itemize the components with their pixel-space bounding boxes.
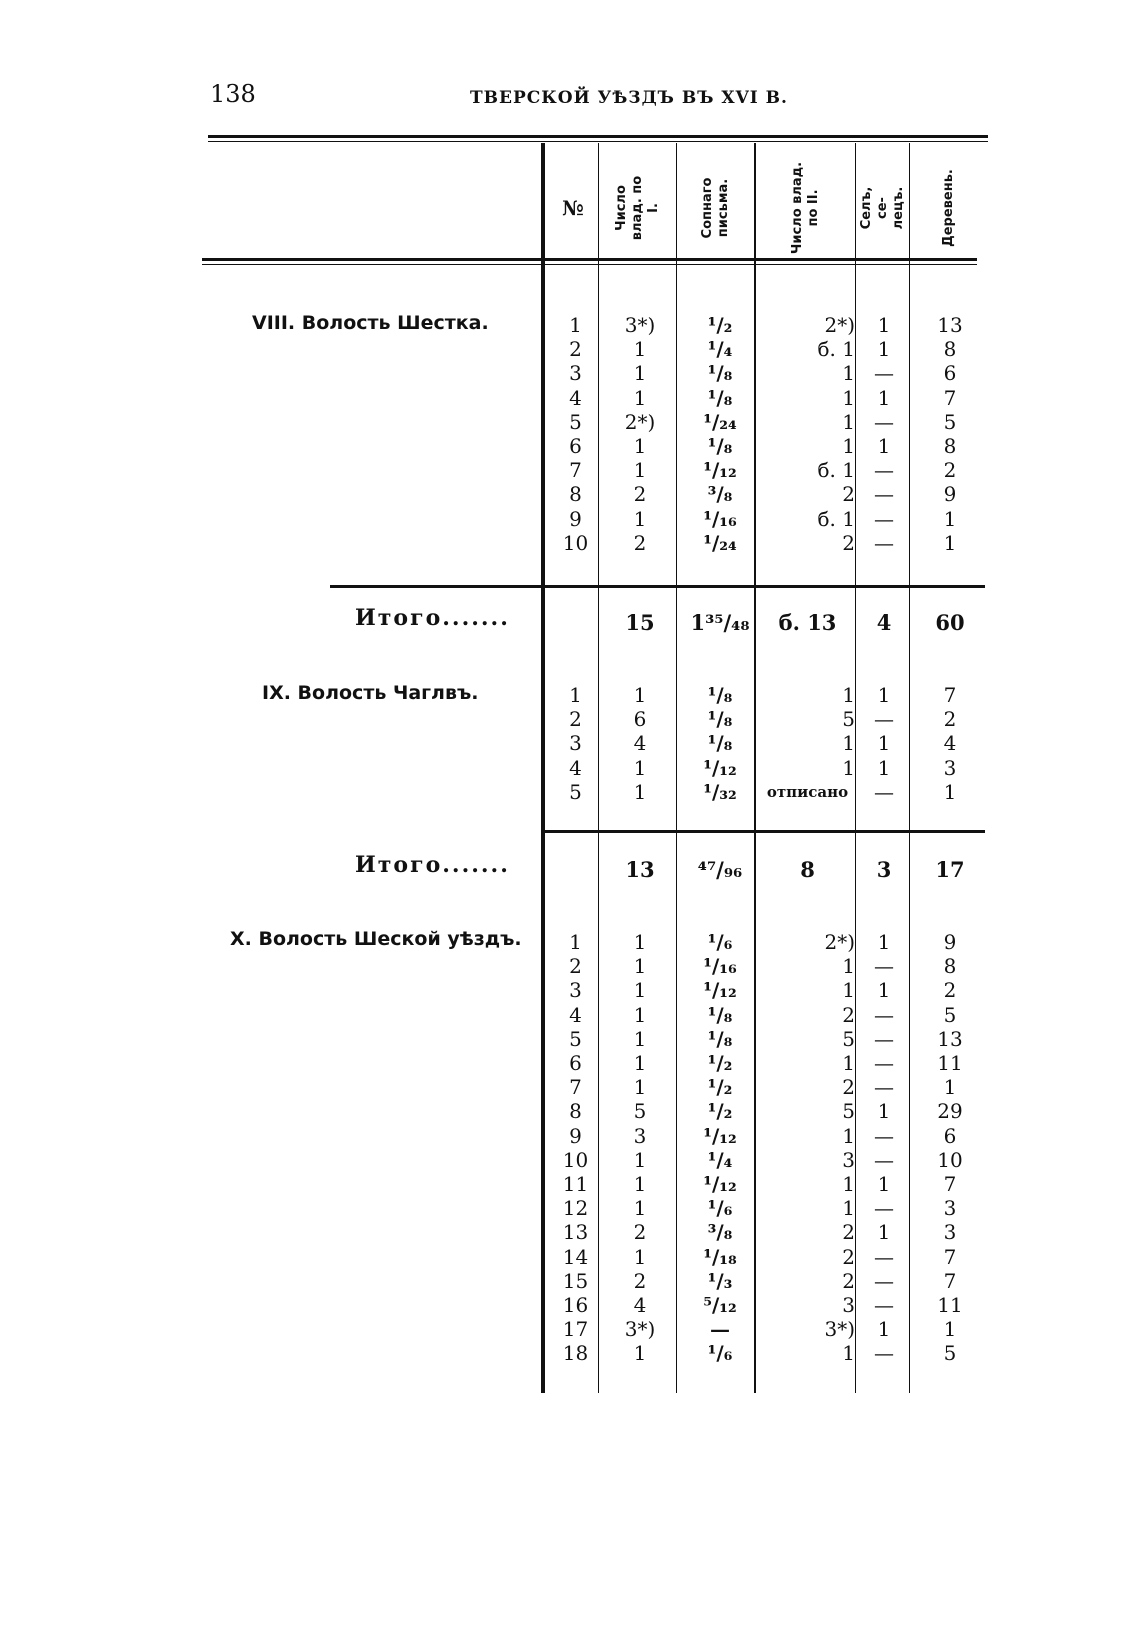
vlad2-value: 2 (842, 530, 855, 555)
sela-value: — (874, 409, 894, 434)
sopnoe-value: ⁵/₁₂ (703, 1293, 737, 1317)
sopnoe-value: ¹/₂₄ (703, 409, 737, 434)
vlad1-value: 1 (633, 683, 647, 707)
row-number: 16 (562, 1293, 589, 1317)
vlad1-value: 2 (633, 1220, 647, 1245)
row-number: 3 (569, 978, 582, 1003)
table-row (0, 1196, 1140, 1220)
sopnoe-value: ¹/₄ (707, 1147, 733, 1172)
col-header-derevni (911, 150, 986, 265)
page-number: 138 (210, 80, 256, 108)
vlad1-value: 1 (633, 779, 647, 804)
vlad2-value: отписано (766, 782, 849, 801)
vlad2-value: б. 1 (817, 506, 855, 531)
vlad2-value: 5 (842, 1099, 855, 1124)
derevni-value: 7 (943, 683, 957, 707)
derevni-value: 8 (943, 434, 957, 458)
derevni-value: 4 (943, 731, 957, 756)
sopnoe-value: ¹/₁₂ (703, 1123, 737, 1148)
sela-value: — (874, 707, 894, 732)
total-row-viii (0, 608, 1140, 638)
sela-value: 1 (877, 1172, 891, 1196)
col-header-num (548, 150, 598, 265)
derevni-value: 5 (943, 409, 957, 434)
row-number: 14 (562, 1244, 589, 1269)
sela-value: — (874, 1196, 894, 1221)
col-header-sela (857, 150, 909, 265)
sopnoe-value: ³/₈ (707, 482, 733, 507)
row-number: 12 (562, 1196, 589, 1221)
row-number: 9 (569, 506, 582, 531)
table-row (0, 978, 1140, 1002)
row-number: 1 (569, 313, 582, 337)
sopnoe-value: ¹/₂ (707, 1075, 733, 1100)
sela-value: 1 (877, 313, 891, 337)
sela-value: 1 (877, 683, 891, 707)
vlad1-value: 2 (633, 1268, 647, 1293)
col-header-sela-label: Селъ, се- лецъ. (859, 186, 906, 229)
derevni-value: 7 (943, 1244, 957, 1269)
vlad2-value: 2 (842, 1244, 855, 1269)
sopnoe-value: ¹/₃ (707, 1268, 733, 1293)
vlad1-value: 1 (633, 1341, 647, 1366)
row-number: 8 (569, 1099, 582, 1124)
col-header-vlad2-label: Число влад. по II. (790, 161, 821, 254)
sela-value: 1 (877, 1317, 891, 1342)
derevni-value: 29 (937, 1099, 963, 1124)
vlad1-value: 1 (633, 361, 647, 386)
table-row (0, 337, 1140, 361)
row-number: 13 (562, 1220, 589, 1245)
vlad1-value: 1 (633, 954, 647, 979)
derevni-value: 10 (937, 1147, 963, 1172)
row-number: 7 (569, 458, 582, 483)
vlad1-value: 1 (633, 337, 647, 362)
vlad1-value: 4 (633, 731, 647, 756)
vlad1-value: 1 (633, 1147, 647, 1172)
vlad2-value: 2*) (824, 930, 855, 954)
vlad1-value: 3*) (624, 1317, 656, 1342)
derevni-value: 3 (943, 1220, 957, 1245)
sopnoe-value: ¹/₈ (707, 385, 733, 410)
sopnoe-value: ¹/₂ (707, 313, 733, 337)
sela-value: 1 (877, 1220, 891, 1245)
vlad2-value: 1 (842, 385, 855, 410)
sela-value: — (874, 1075, 894, 1100)
table-row (0, 683, 1140, 707)
table-row (0, 707, 1140, 731)
vlad1-value: 1 (633, 930, 647, 954)
derevni-value: 11 (937, 1051, 963, 1075)
row-number: 6 (569, 434, 582, 458)
sopnoe-value: ¹/₈ (707, 731, 733, 756)
table-row (0, 1341, 1140, 1365)
sopnoe-value: ¹/₁₂ (703, 978, 737, 1003)
derevni-value: 2 (943, 978, 957, 1003)
derevni-value: 1 (943, 1075, 957, 1100)
vlad1-value: 1 (633, 1244, 647, 1269)
row-number: 2 (569, 707, 582, 732)
sela-value: — (874, 1051, 894, 1075)
vlad1-value: 1 (633, 1051, 647, 1075)
vlad2-value: 1 (842, 978, 855, 1003)
vlad1-value: 2*) (624, 409, 656, 434)
derevni-value: 6 (943, 361, 957, 386)
vlad2-value: 1 (842, 361, 855, 386)
vlad2-value: 3*) (824, 1317, 855, 1342)
vlad1-value: 1 (633, 458, 647, 483)
sela-value: — (874, 1002, 894, 1027)
sela-value: — (874, 1026, 894, 1051)
total-label-viii: Итого....... (355, 605, 510, 631)
derevni-value: 7 (943, 1268, 957, 1293)
derevni-value: 9 (943, 482, 957, 507)
vlad2-value: 1 (842, 755, 855, 780)
row-number: 6 (569, 1051, 582, 1075)
sela-value: — (874, 1244, 894, 1269)
table-row (0, 1075, 1140, 1099)
table-row (0, 1099, 1140, 1123)
sela-value: — (874, 1123, 894, 1148)
vlad2-value: 1 (842, 1196, 855, 1221)
col-header-sopnoe-label: Сопнаго письма. (700, 177, 731, 238)
vlad2-value: б. 1 (817, 458, 855, 483)
sela-value: 1 (877, 930, 891, 954)
table-row (0, 1269, 1140, 1293)
table-row (0, 1148, 1140, 1172)
sela-value: 1 (877, 385, 891, 410)
sopnoe-value: ¹/₂ (707, 1099, 733, 1124)
total-vlad1: 13 (625, 857, 655, 882)
row-number: 5 (569, 779, 582, 804)
table-row (0, 1027, 1140, 1051)
sela-value: — (874, 1341, 894, 1366)
vlad1-value: 1 (633, 434, 647, 458)
vlad2-value: 3 (842, 1293, 855, 1317)
row-number: 2 (569, 954, 582, 979)
vlad1-value: 2 (633, 482, 647, 507)
sopnoe-value: ¹/₂ (707, 1051, 733, 1075)
table-row (0, 1051, 1140, 1075)
vlad2-value: 1 (842, 409, 855, 434)
derevni-value: 8 (943, 337, 957, 362)
table-row (0, 1245, 1140, 1269)
derevni-value: 5 (943, 1341, 957, 1366)
row-number: 18 (562, 1341, 589, 1366)
vlad1-value: 1 (633, 1002, 647, 1027)
sopnoe-value: ¹/₆ (707, 930, 733, 954)
top-rule-thin (208, 141, 988, 142)
total-sela: 3 (876, 857, 892, 882)
col-header-sopnoe (678, 150, 754, 265)
table-row (0, 434, 1140, 458)
sela-value: 1 (877, 731, 891, 756)
row-number: 11 (562, 1172, 589, 1196)
row-number: 10 (562, 1147, 589, 1172)
row-number: 4 (569, 755, 582, 780)
table-row (0, 482, 1140, 506)
sela-value: — (874, 954, 894, 979)
sopnoe-value: ¹/₆ (707, 1341, 733, 1366)
vlad1-value: 3*) (624, 313, 656, 337)
vlad2-value: 2 (842, 1220, 855, 1245)
sopnoe-value: ³/₈ (707, 1220, 733, 1245)
derevni-value: 8 (943, 954, 957, 979)
sela-value: — (874, 1147, 894, 1172)
derevni-value: 1 (943, 1317, 957, 1342)
sopnoe-value: — (710, 1317, 730, 1342)
vlad1-value: 3 (633, 1123, 647, 1148)
vlad1-value: 1 (633, 385, 647, 410)
row-number: 8 (569, 482, 582, 507)
vlad2-value: 2 (842, 1268, 855, 1293)
derevni-value: 3 (943, 1196, 957, 1221)
table-row (0, 780, 1140, 804)
sela-value: 1 (877, 1099, 891, 1124)
row-number: 15 (562, 1268, 589, 1293)
vlad1-value: 1 (633, 755, 647, 780)
vlad1-value: 5 (633, 1099, 647, 1124)
vlad1-value: 1 (633, 978, 647, 1003)
top-rule (208, 135, 988, 138)
vlad1-value: 1 (633, 1172, 647, 1196)
sopnoe-value: ¹/₁₂ (703, 755, 737, 780)
table-row (0, 756, 1140, 780)
vlad2-value: 5 (842, 707, 855, 732)
sela-value: 1 (877, 978, 891, 1003)
table-row (0, 1293, 1140, 1317)
total-vlad1: 15 (625, 610, 655, 635)
sela-value: — (874, 482, 894, 507)
vlad2-value: 1 (842, 1051, 855, 1075)
derevni-value: 1 (943, 779, 957, 804)
sela-value: 1 (877, 434, 891, 458)
total-vlad2: 8 (800, 857, 815, 882)
derevni-value: 2 (943, 458, 957, 483)
derevni-value: 9 (943, 930, 957, 954)
vlad1-value: 4 (633, 1293, 647, 1317)
vlad1-value: 1 (633, 506, 647, 531)
row-number: 10 (562, 530, 589, 555)
derevni-value: 7 (943, 1172, 957, 1196)
total-sopnoe: 1³⁵/₄₈ (690, 610, 750, 635)
derevni-value: 2 (943, 707, 957, 732)
col-header-vlad1-label: Число влад. по I. (614, 175, 661, 240)
sopnoe-value: ¹/₃₂ (703, 779, 737, 804)
derevni-value: 13 (937, 1026, 963, 1051)
vlad2-value: 1 (842, 1172, 855, 1196)
vlad2-value: 2 (842, 482, 855, 507)
section-ix-rule (545, 830, 985, 833)
row-number: 1 (569, 930, 582, 954)
row-number: 5 (569, 1026, 582, 1051)
sela-value: — (874, 506, 894, 531)
row-number: 3 (569, 361, 582, 386)
vlad2-value: 2*) (824, 313, 855, 337)
row-number: 5 (569, 409, 582, 434)
section-title-ix: IX. Волость Чаглвъ. (262, 682, 479, 704)
vlad1-value: 2 (633, 530, 647, 555)
sela-value: — (874, 1293, 894, 1317)
sopnoe-value: ¹/₁₂ (703, 458, 737, 483)
sopnoe-value: ¹/₁₆ (703, 954, 737, 979)
vlad2-value: 1 (842, 1341, 855, 1366)
sela-value: 1 (877, 755, 891, 780)
total-label-ix: Итого....... (355, 852, 510, 878)
table-row (0, 930, 1140, 954)
row-number: 9 (569, 1123, 582, 1148)
vlad2-value: 2 (842, 1075, 855, 1100)
vlad2-value: 1 (842, 954, 855, 979)
derevni-value: 1 (943, 506, 957, 531)
table-row (0, 1172, 1140, 1196)
table-row (0, 386, 1140, 410)
row-number: 2 (569, 337, 582, 362)
sela-value: — (874, 779, 894, 804)
total-sela: 4 (876, 610, 892, 635)
derevni-value: 3 (943, 755, 957, 780)
total-derevni: 60 (935, 610, 965, 635)
derevni-value: 6 (943, 1123, 957, 1148)
vlad1-value: 1 (633, 1026, 647, 1051)
vlad2-value: 5 (842, 1026, 855, 1051)
row-number: 1 (569, 683, 582, 707)
row-number: 17 (562, 1317, 589, 1342)
table-row (0, 954, 1140, 978)
sopnoe-value: ¹/₁₂ (703, 1172, 737, 1196)
vlad2-value: 1 (842, 683, 855, 707)
row-number: 7 (569, 1075, 582, 1100)
sela-value: — (874, 361, 894, 386)
col-header-vlad1 (600, 150, 676, 265)
section-title-viii: VIII. Волость Шестка. (252, 312, 489, 334)
vlad1-value: 1 (633, 1075, 647, 1100)
vlad2-value: 1 (842, 434, 855, 458)
table-row (0, 1317, 1140, 1341)
table-row (0, 410, 1140, 434)
table-row (0, 458, 1140, 482)
vlad2-value: 3 (842, 1147, 855, 1172)
vlad1-value: 6 (633, 707, 647, 732)
sela-value: — (874, 458, 894, 483)
sopnoe-value: ¹/₁₈ (703, 1244, 737, 1269)
sopnoe-value: ¹/₈ (707, 683, 733, 707)
table-row (0, 531, 1140, 555)
col-header-vlad2 (757, 150, 855, 265)
sela-value: — (874, 1268, 894, 1293)
derevni-value: 1 (943, 530, 957, 555)
derevni-value: 13 (937, 313, 963, 337)
sela-value: 1 (877, 337, 891, 362)
sela-value: — (874, 530, 894, 555)
table-row (0, 1124, 1140, 1148)
derevni-value: 7 (943, 385, 957, 410)
total-row-ix (0, 855, 1140, 885)
sopnoe-value: ¹/₈ (707, 1002, 733, 1027)
section-viii-rule (330, 585, 985, 588)
sopnoe-value: ¹/₈ (707, 707, 733, 732)
vlad2-value: 1 (842, 731, 855, 756)
table-row (0, 361, 1140, 385)
sopnoe-value: ¹/₈ (707, 1026, 733, 1051)
sopnoe-value: ¹/₈ (707, 361, 733, 386)
total-sopnoe: ⁴⁷/₉₆ (697, 857, 743, 882)
table-row (0, 313, 1140, 337)
vlad2-value: 1 (842, 1123, 855, 1148)
vlad2-value: б. 1 (817, 337, 855, 362)
sopnoe-value: ¹/₁₆ (703, 506, 737, 531)
table-row (0, 1003, 1140, 1027)
table-row (0, 507, 1140, 531)
vlad1-value: 1 (633, 1196, 647, 1221)
row-number: 4 (569, 1002, 582, 1027)
sopnoe-value: ¹/₂₄ (703, 530, 737, 555)
row-number: 3 (569, 731, 582, 756)
total-vlad2: б. 13 (778, 610, 837, 635)
vlad2-value: 2 (842, 1002, 855, 1027)
row-number: 4 (569, 385, 582, 410)
total-derevni: 17 (935, 857, 965, 882)
sopnoe-value: ¹/₆ (707, 1196, 733, 1221)
running-header: ТВЕРСКОЙ УѢЗДЪ ВЪ XVI В. (470, 88, 788, 108)
derevni-value: 11 (937, 1293, 963, 1317)
sopnoe-value: ¹/₈ (707, 434, 733, 458)
sopnoe-value: ¹/₄ (707, 337, 733, 362)
derevni-value: 5 (943, 1002, 957, 1027)
table-row (0, 731, 1140, 755)
col-header-derevni-label: Деревень. (940, 168, 956, 247)
section-title-x: X. Волость Шеской уѣздъ. (230, 928, 522, 950)
col-header-num-label: № (562, 195, 584, 220)
table-row (0, 1220, 1140, 1244)
